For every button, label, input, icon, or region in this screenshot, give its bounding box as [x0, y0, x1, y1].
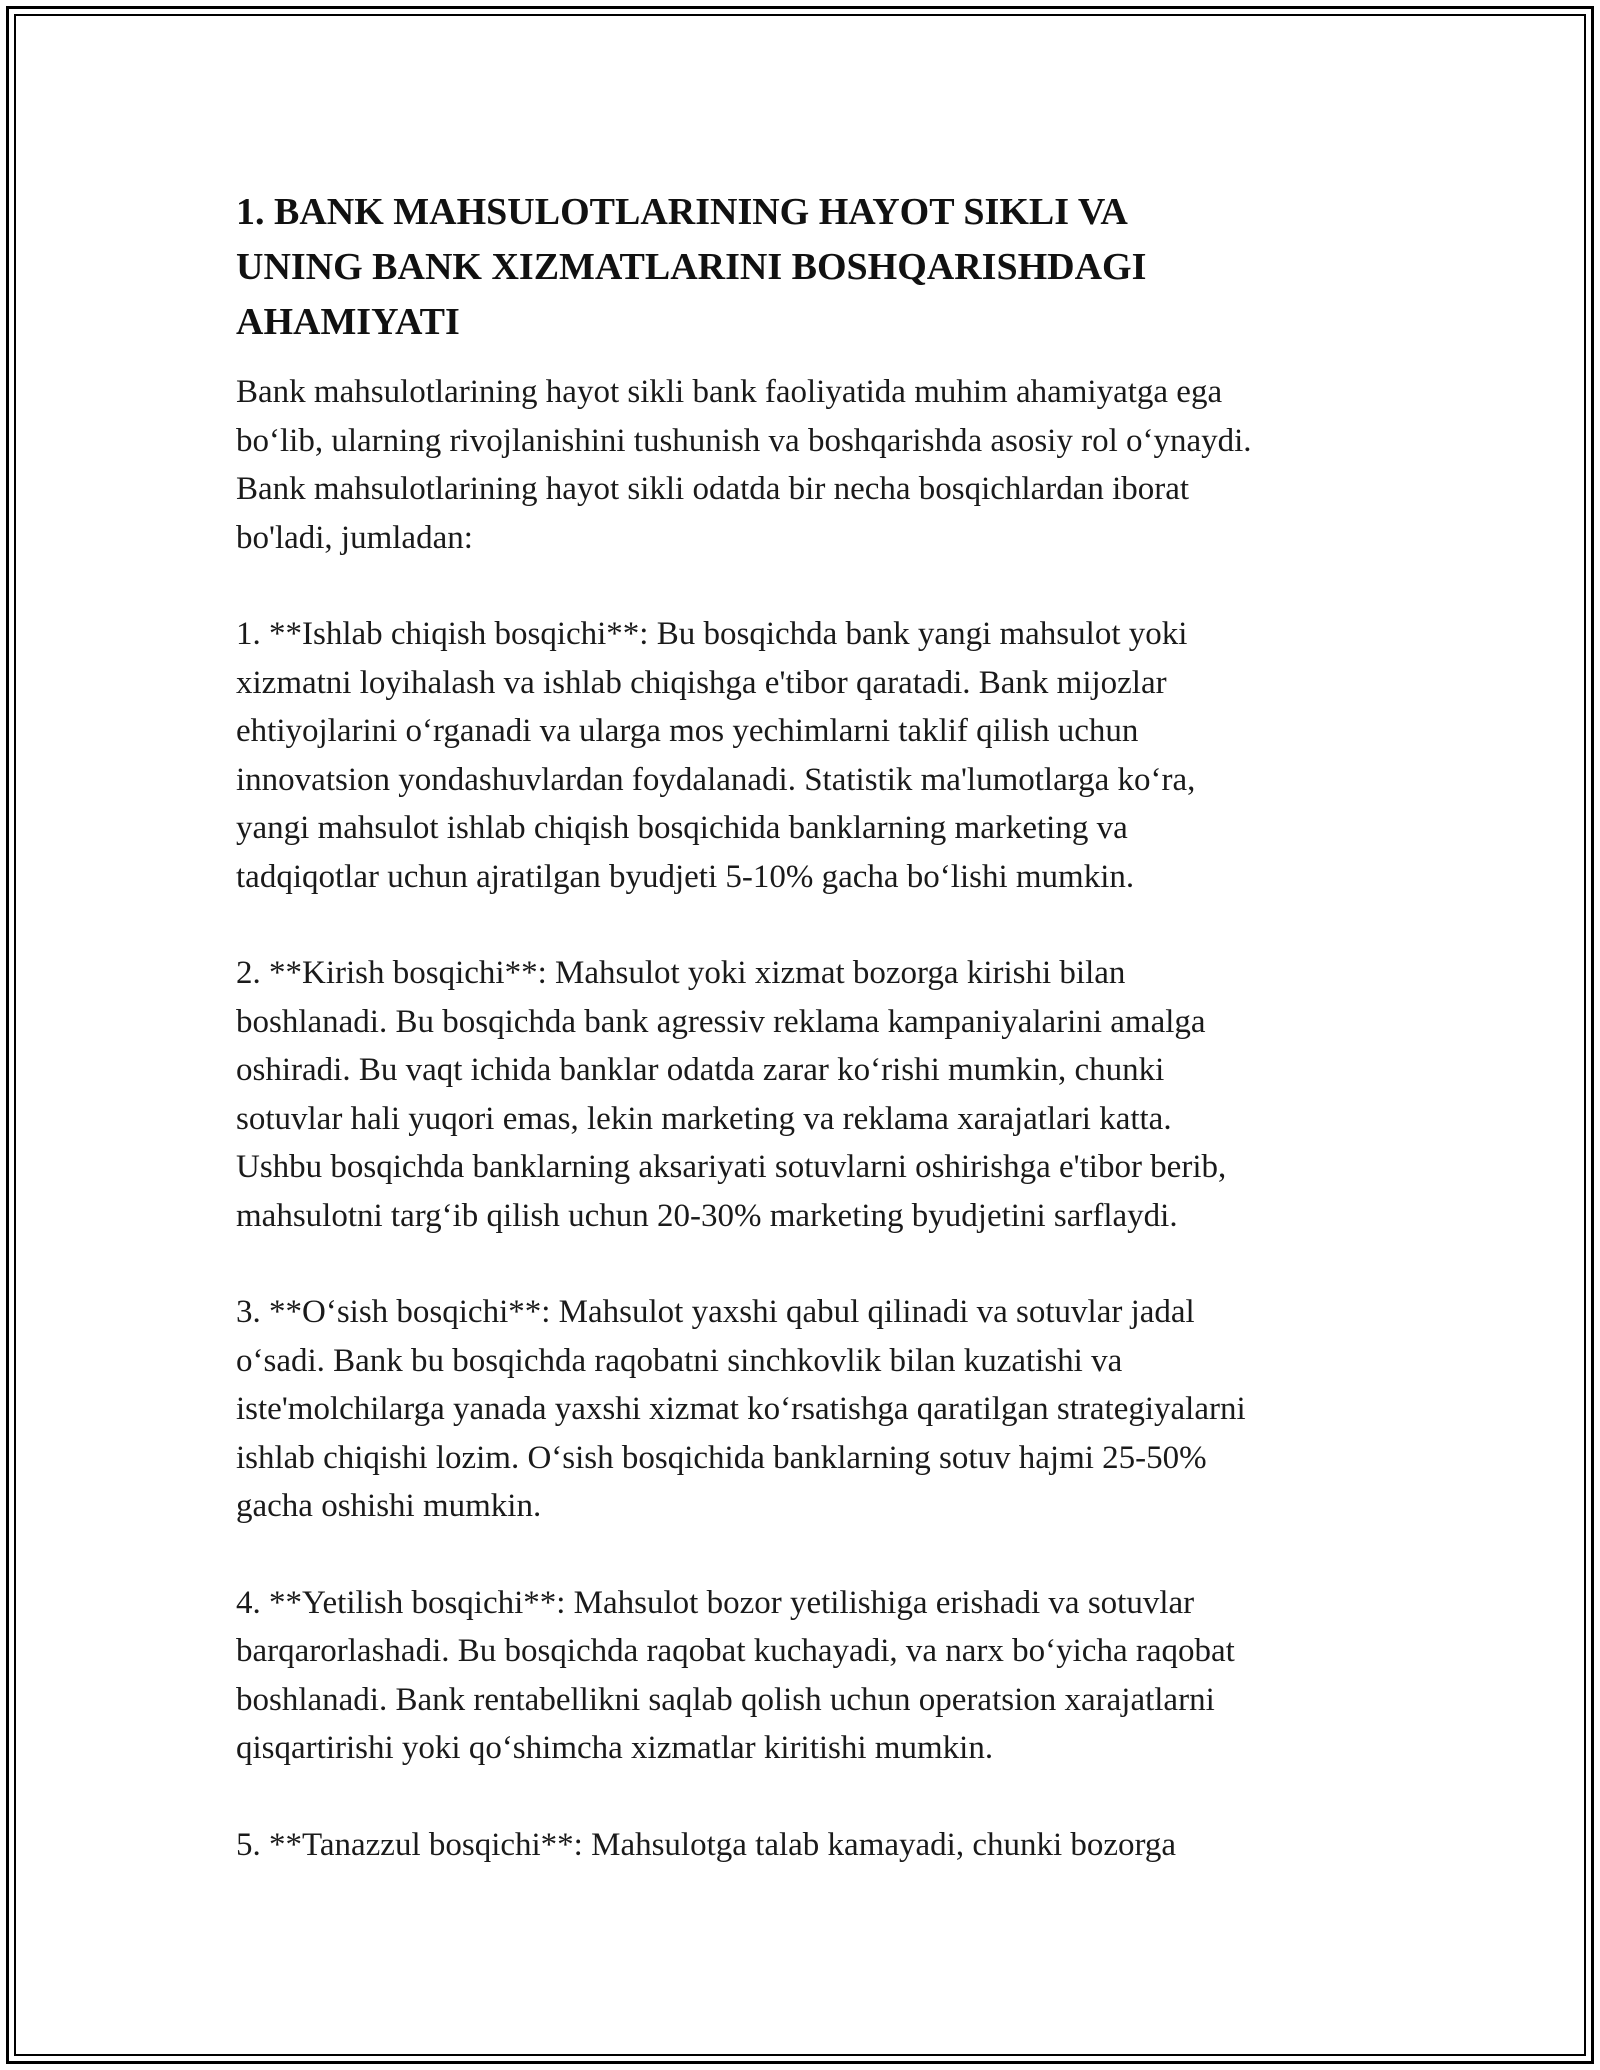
stage-paragraph-1: 1. **Ishlab chiqish bosqichi**: Bu bosqichda bank yangi mahsulot yoki xizmatni loyihalash va ishlab chiqishga e'tibor qaratadi. Bank mijozlar ehtiyojlarini o‘rganadi va ularga mos yechimlarni taklif qilish uchun innovatsion yondashuvlardan foydalanadi. Statistik ma'lumotlarga ko‘ra, yangi mahsulot ishlab chiqish bosqichida banklarning marketing va tadqiqotlar uchun ajratilgan byudjeti 5-10% gacha bo‘lishi mumkin.: [236, 616, 1196, 895]
document-title: 1. BANK MAHSULOTLARINING HAYOT SIKLI VA UNING BANK XIZMATLARINI BOSHQARISHDAGI AHAMIYATI: [236, 191, 1147, 343]
stage-paragraph-5: 5. **Tanazzul bosqichi**: Mahsulotga talab kamayadi, chunki bozorga: [236, 1826, 1177, 1863]
stage-paragraph-4: 4. **Yetilish bosqichi**: Mahsulot bozor yetilishiga erishadi va sotuvlar barqarorlashadi. Bu bosqichda raqobat kuchayadi, va narx bo‘yicha raqobat boshlanadi. Bank rentabellikni saqlab qolish uchun operatsion xarajatlarni qisqartirishi yoki qo‘shimcha xizmatlar kiritishi mumkin.: [236, 1584, 1235, 1766]
stage-paragraph-3: 3. **O‘sish bosqichi**: Mahsulot yaxshi qabul qilinadi va sotuvlar jadal o‘sadi. Bank bu bosqichda raqobatni sinchkovlik bilan kuzatishi va iste'molchilarga yanada yaxshi xizmat ko‘rsatishga qaratilgan strategiyalarni ishlab chiqishi lozim. O‘sish bosqichida banklarning sotuv hajmi 25-50% gacha oshishi mumkin.: [236, 1294, 1246, 1524]
intro-paragraph: Bank mahsulotlarining hayot sikli bank faoliyatida muhim ahamiyatga ega bo‘lib, ularning rivojlanishini tushunish va boshqarishda asosiy rol o‘ynaydi. Bank mahsulotlarining hayot sikli odatda bir necha bosqichlardan iborat bo'ladi, jumladan:: [236, 374, 1252, 556]
stage-paragraph-2: 2. **Kirish bosqichi**: Mahsulot yoki xizmat bozorga kirishi bilan boshlanadi. Bu bosqichda bank agressiv reklama kampaniyalarini amalga oshiradi. Bu vaqt ichida banklar odatda zarar ko‘rishi mumkin, chunki sotuvlar hali yuqori emas, lekin marketing va reklama xarajatlari katta. Ushbu bosqichda banklarning aksariyati sotuvlarni oshirishga e'tibor berib, mahsulotni targ‘ib qilish uchun 20-30% marketing byudjetini sarflaydi.: [236, 955, 1227, 1234]
document-body: [236, 185, 1386, 1869]
